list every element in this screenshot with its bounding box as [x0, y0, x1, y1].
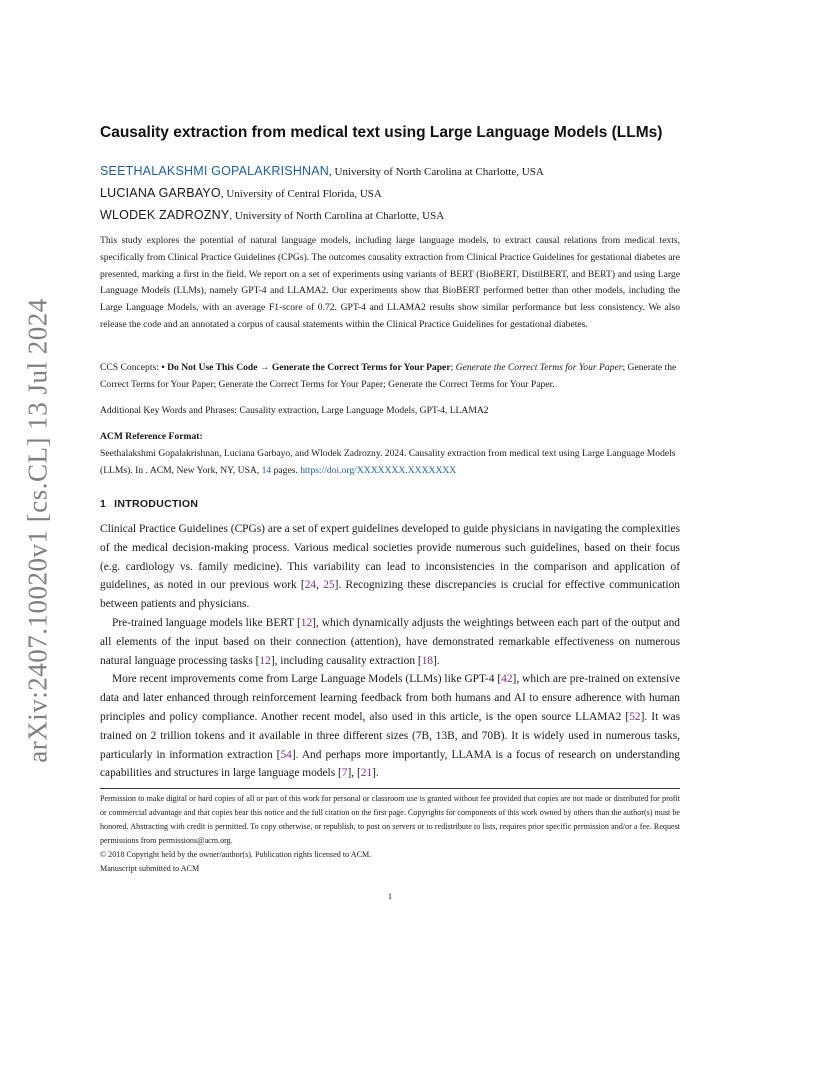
acm-reference-pages-suffix: pages.	[271, 464, 301, 476]
section-title: INTRODUCTION	[114, 498, 199, 510]
paragraph-text: ], [	[347, 767, 361, 780]
author-name: WLODEK ZADROZNY	[100, 208, 230, 222]
paragraph	[100, 670, 680, 783]
author-affiliation: , University of North Carolina at Charlotte, USA	[229, 210, 445, 222]
ccs-bullet: • Do Not Use This Code → Generate the Correct Terms for Your Paper	[161, 362, 451, 373]
page-number: 1	[387, 891, 393, 901]
paragraph-text: ,	[316, 579, 324, 592]
paragraph-text: Clinical Practice Guidelines (CPGs) are a set of expert guidelines developed to guide physicians in navigating the complexities of the medical decision-making process. Various medical societies provide numerous such guidelines, based on their focus (e.g. cardiology vs. family medicine). This variability can lead to inconsistencies in the comparison and application of guidelines, as noted in our previous work [	[100, 523, 680, 592]
author-entry	[100, 204, 680, 226]
citation-link[interactable]: 21	[360, 767, 373, 780]
doi-link[interactable]: https://doi.org/XXXXXXX.XXXXXXX	[300, 464, 457, 476]
paragraph-text: More recent improvements come from Large Language Models (LLMs) like GPT-4 [	[112, 673, 502, 686]
section-number: 1	[100, 498, 107, 510]
footnote-divider	[100, 788, 680, 789]
manuscript-notice: Manuscript submitted to ACM	[100, 864, 200, 873]
section-heading	[100, 498, 680, 510]
keywords: Additional Key Words and Phrases: Causality extraction, Large Language Models, GPT-4, LLAMA2	[100, 405, 489, 416]
paragraph-text: ], which are pre-trained on extensive data and later enhanced through reinforcement learning feedback from both humans and AI to ensure adherence with human principles and policy compliance. Another recent model, also used in this article, is the open source LLAMA2 [	[100, 673, 680, 723]
paragraph	[100, 520, 680, 614]
paragraph-text: ].	[372, 767, 379, 780]
citation-link[interactable]: 24	[304, 579, 317, 592]
paragraph-text: Pre-trained language models like BERT [	[112, 616, 301, 629]
acm-reference	[100, 429, 680, 479]
paragraph-text: ].	[433, 654, 440, 667]
ccs-concepts	[100, 360, 680, 394]
acm-reference-heading: ACM Reference Format:	[100, 431, 203, 442]
paragraph-text: ]. It was trained on 2 trillion tokens and it available in three different sizes (7B, 13B, and 70B). It is widely used in numerous tasks, particularly in information extraction [	[100, 710, 681, 761]
acm-reference-text: Seethalakshmi Gopalakrishnan, Luciana Garbayo, and Wlodek Zadrozny. 2024. Causality extraction from medical text using Large Language Models (LLMs). In . ACM, New York, NY, USA,	[100, 447, 676, 476]
author-name[interactable]: SEETHALAKSHMI GOPALAKRISHNAN	[100, 164, 330, 178]
footnote	[100, 792, 680, 876]
author-affiliation: , University of North Carolina at Charlotte, USA	[329, 166, 544, 178]
author-list	[100, 160, 680, 226]
ccs-separator: ;	[450, 362, 456, 373]
paper-title: Causality extraction from medical text using Large Language Models (LLMs)	[100, 124, 663, 141]
paragraph-text: ], including causality extraction [	[270, 654, 422, 667]
author-name: LUCIANA GARBAYO	[100, 186, 221, 200]
paragraph-text: ]. And perhaps more importantly, LLAMA is a focus of research on understanding capabilities and structures in large language models [	[100, 748, 680, 780]
page-count-link[interactable]: 14	[261, 464, 272, 476]
arxiv-identifier: arXiv:2407.10020v1 [cs.CL] 13 Jul 2024	[22, 297, 53, 763]
author-entry	[100, 160, 680, 182]
ccs-label: CCS Concepts:	[100, 362, 162, 373]
permission-notice: Permission to make digital or hard copies of all or part of this work for personal or classroom use is granted without fee provided that copies are not made or distributed for profit or commercial advantage and that copies bear this notice and the full citation on the first page. Copyrights for components of this work owned by others than the author(s) must be honored. Abstracting with credit is permitted. To copy otherwise, or republish, to post on servers or to redistribute to lists, requires prior specific permission and/or a fee. Request permissions from permissions@acm.org.	[100, 794, 680, 845]
arxiv-stamp	[14, 297, 62, 763]
paragraph	[100, 614, 680, 670]
citation-link[interactable]: 12	[259, 654, 271, 667]
paragraph-text: ]. Recognizing these discrepancies is crucial for effective communication between patients and physicians.	[100, 579, 680, 611]
citation-link[interactable]: 42	[501, 673, 513, 686]
ccs-rest: ; Generate the Correct Terms for Your Paper; Generate the Correct Terms for Your Paper; Generate the Correct Terms for Your Paper.	[100, 362, 677, 390]
citation-link[interactable]: 18	[421, 654, 434, 667]
author-entry	[100, 182, 680, 204]
author-affiliation: , University of Central Florida, USA	[220, 188, 382, 200]
citation-link[interactable]: 12	[300, 616, 313, 629]
introduction-body	[100, 520, 680, 783]
paragraph-text: ], which dynamically adjusts the weightings between each part of the output and all elements of the input based on their connection (attention), have demonstrated remarkable effectiveness on numerous natural language processing tasks [	[100, 616, 681, 667]
abstract: This study explores the potential of natural language models, including large language models, to extract causal relations from medical texts, specifically from Clinical Practice Guidelines (CPGs). The outcomes causality extraction from Clinical Practice Guidelines for gestational diabetes are presented, marking a first in the field. We report on a set of experiments using variants of BERT (BioBERT, DistilBERT, and BERT) and using Large Language Models (LLMs), namely GPT-4 and LLAMA2. Our experiments show that BioBERT performed better than other models, including the Large Language Models, with an average F1-score of 0.72. GPT-4 and LLAMA2 results show similar performance but less consistency. We also release the code and an annotated a corpus of causal statements within the Clinical Practice Guidelines for gestational diabetes.	[100, 235, 680, 330]
citation-link[interactable]: 52	[629, 710, 641, 723]
citation-link[interactable]: 25	[323, 579, 335, 592]
citation-link[interactable]: 54	[280, 748, 292, 761]
citation-link[interactable]: 7	[341, 767, 348, 780]
ccs-italic-term: Generate the Correct Terms for Your Paper	[455, 362, 623, 373]
copyright-notice: © 2018 Copyright held by the owner/author(s). Publication rights licensed to ACM.	[100, 850, 372, 859]
